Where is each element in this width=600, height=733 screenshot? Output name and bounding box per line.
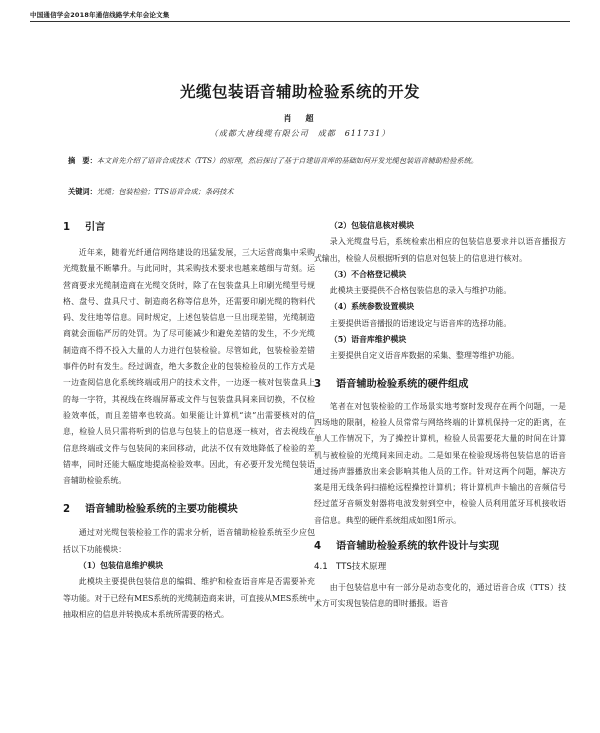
right-column [314, 218, 566, 613]
subsection-4-1-heading [314, 560, 566, 572]
paragraph: 近年来，随着光纤通信网络建设的迅猛发展，三大运营商集中采购光缆数量不断攀升。与此同时，其采购技术要求也越来越细与苛刻。运营商要求光缆制造商在光缆交货时，除了在包装盘具上印刷光缆型号规格、盘号、盘具尺寸、制造商名称等信息外，还需要印刷光缆的物料代码、发往地等信息。同时规定，上述包装信息一旦出现差错，光缆制造商就会面临严厉的处罚。为了尽可能减少和避免差错的发生，不少光缆制造商不得不投入大量的人力进行包装检验。尽管如此，包装检验差错事件仍时有发生。经过调查，绝大多数企业的包装检验员的工作方式是一边查阅信息化系统终端或用户的技术文件，一边逐一核对包装盘具上的每一字符，其视线在终端屏幕或文件与包装盘具间来回切换，不仅检验效率低，而且差错率也较高。如果能让计算机“读”出需要核对的信息，检验人员只需将听到的信息与包装上的信息逐一核对，省去视线在信息终端或文件与包装间的来回移动，此法不仅有效地降低了检验的差错率，同时还能大幅度地提高检验效率。因此，有必要开发光缆包装语音辅助检验系统。 [63, 248, 315, 486]
paragraph: 录入光缆盘号后，系统检索出相应的包装信息要求并以语音播报方式输出，检验人员根据听到的信息对包装上的信息进行核对。 [314, 237, 566, 263]
section-title: 引言 [85, 222, 106, 233]
running-header: 中国通信学会2018年通信线路学术年会论文集 [30, 11, 170, 19]
keywords-text: 光缆；包装检验；TTS语音合成；条码技术 [96, 187, 234, 196]
subsection-number: 4.1 [314, 562, 328, 573]
paragraph: 此模块主要提供不合格包装信息的录入与维护功能。 [329, 286, 512, 296]
keywords [68, 187, 534, 197]
left-column [63, 218, 315, 623]
section-number: 2 [63, 504, 71, 516]
module-title: （3）不合格登记模块 [329, 269, 407, 279]
abstract-text: 本文首先介绍了语音合成技术（TTS）的原理，然后探讨了基于自建语音库的基础如何开发光缆包装语音辅助检验系统。 [96, 156, 478, 165]
section-3-heading [314, 375, 566, 390]
header-rule [30, 21, 570, 22]
paragraph: 笔者在对包装检验的工作场景实地考察时发现存在两个问题，一是四场地的限制，检验人员常常与网络终端的计算机保持一定的距离，在单人工作情况下，为了操控计算机，检验人员需要花大量的时间在计算机与被检验的光缆间来回走动。二是如果在检验现场将包装信息的语音通过扬声器播放出来会影响其他人员的工作。针对这两个问题，解决方案是用无线条码扫描枪远程操控计算机；将计算机声卡输出的音频信号经过蓝牙音频发射器将电波发射到空中，检验人员利用蓝牙耳机接收语音信息。典型的硬件系统组成如图1所示。 [314, 401, 566, 525]
paragraph: 通过对光缆包装检验工作的需求分析，语音辅助检验系统至少应包括以下功能模块： [63, 528, 315, 554]
section-4-heading [314, 537, 566, 552]
paper-title: 光缆包装语音辅助检验系统的开发 [179, 83, 420, 101]
paragraph: 由于包装信息中有一部分是动态变化的，通过语音合成（TTS）技术方可实现包装信息的即时播报。语音 [314, 583, 566, 609]
abstract-label: 摘 要： [68, 156, 97, 165]
section-number: 4 [314, 541, 322, 553]
module-title: （4）系统参数设置模块 [329, 302, 415, 312]
keywords-label: 关键词： [68, 187, 97, 196]
section-title: 语音辅助检验系统的硬件组成 [336, 378, 469, 390]
module-title: （1）包装信息维护模块 [78, 561, 164, 571]
module-title: （2）包装信息核对模块 [329, 221, 415, 230]
module-title: （5）语音库维护模块 [329, 335, 407, 345]
paragraph: 主要提供语音播报的语速设定与语音库的选择功能。 [329, 318, 512, 328]
author: 肖 超 [283, 113, 317, 123]
section-title: 语音辅助检验系统的软件设计与实现 [336, 541, 499, 553]
section-1-heading [63, 218, 315, 233]
abstract [68, 153, 534, 169]
section-number: 3 [314, 378, 322, 390]
paragraph: 此模块主要提供包装信息的编辑、维护和检查语音库是否需要补充等功能。对于已经有MES系统的光缆制造商来讲，可直接从MES系统中抽取相应的信息并转换成本系统所需要的格式。 [63, 577, 315, 619]
subsection-title: TTS技术原理 [336, 562, 387, 573]
section-number: 1 [63, 222, 71, 233]
section-2-heading [63, 500, 315, 515]
section-title: 语音辅助检验系统的主要功能模块 [85, 504, 238, 516]
affiliation: （成都大唐线缆有限公司 成都 611731） [209, 129, 391, 138]
paragraph: 主要提供自定义语音库数据的采集、整理等维护功能。 [329, 351, 520, 361]
